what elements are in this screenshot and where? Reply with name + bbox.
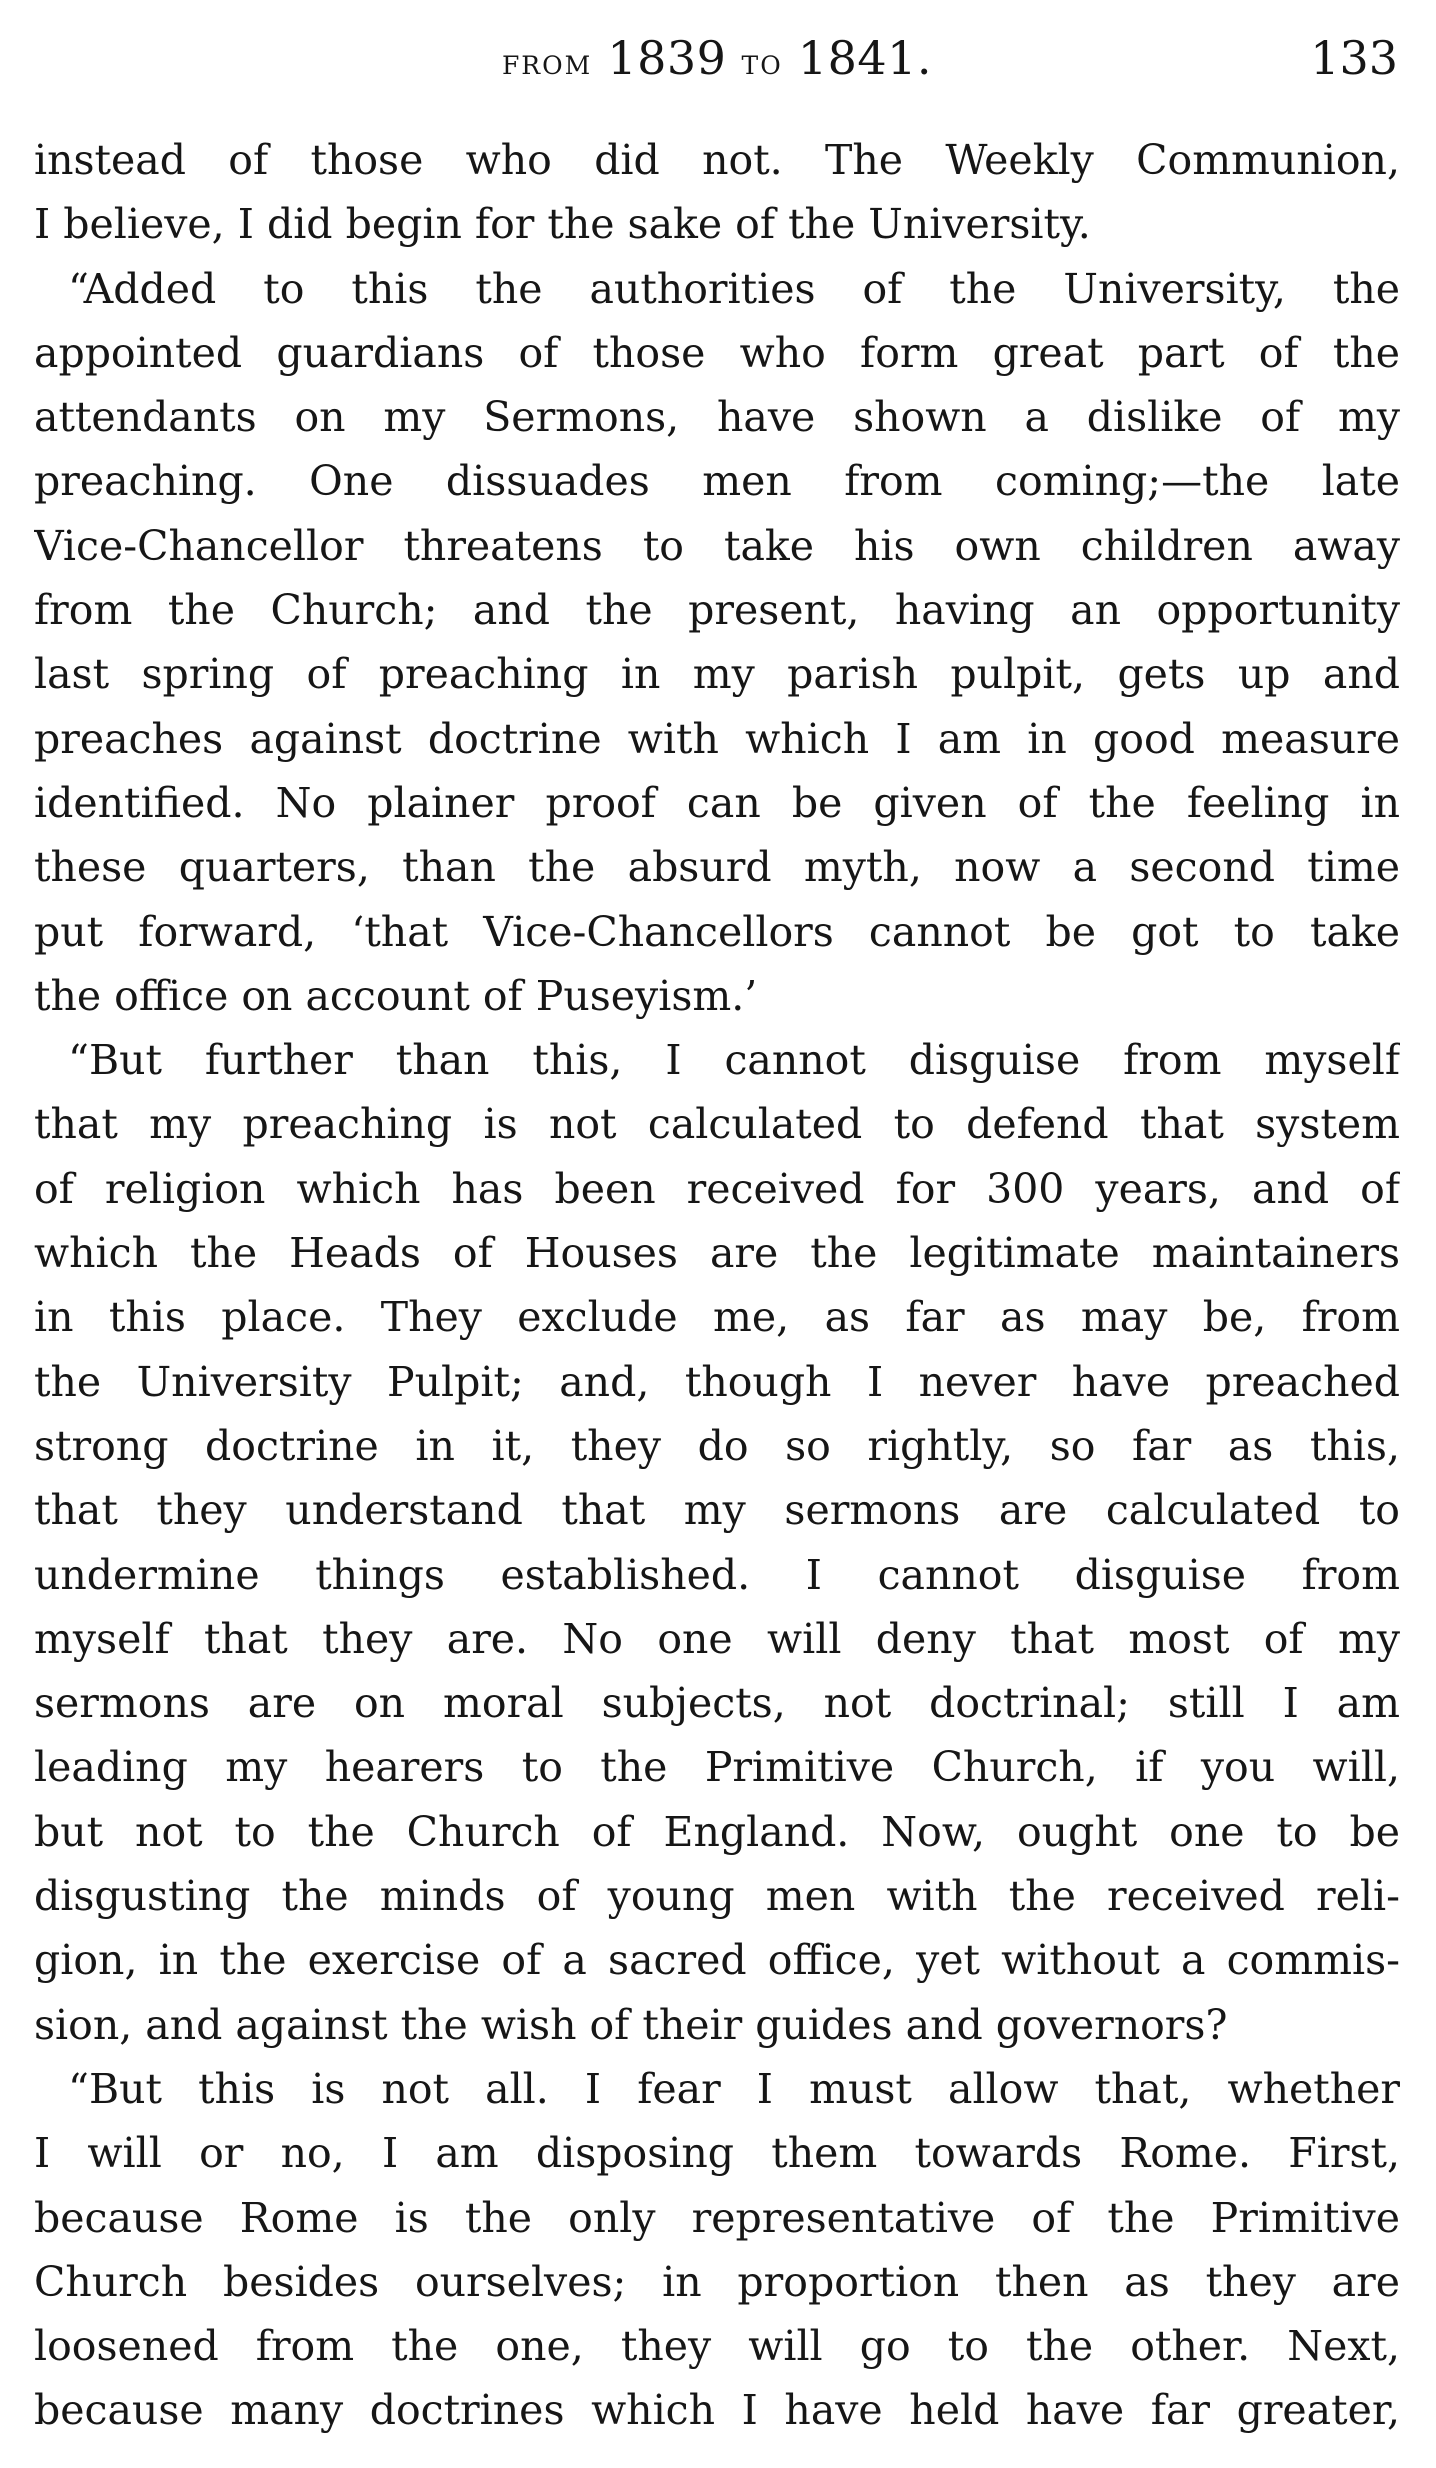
text-line: appointed guardians of those who form great part of the — [34, 328, 1400, 377]
text-line: instead of those who did not. The Weekly Communion, — [34, 136, 1400, 184]
text-line: preaches against doctrine with which I am in good measure — [34, 714, 1400, 763]
text-line: attendants on my Sermons, have shown a dislike of my — [34, 393, 1400, 442]
text-line: which the Heads of Houses are the legitimate maintainers — [34, 1229, 1400, 1278]
text-line: because Rome is the only representative of the Primitive — [34, 2193, 1400, 2242]
text-line: leading my hearers to the Primitive Church, if you will, — [34, 1743, 1400, 1792]
page-number: 133 — [1310, 31, 1398, 85]
text-line: of religion which has been received for 300 years, and of — [34, 1164, 1400, 1213]
text-line: undermine things established. I cannot disguise from — [34, 1550, 1400, 1599]
running-title-prefix: from — [501, 42, 593, 83]
text-line: sermons are on moral subjects, not doctrinal; still I am — [34, 1679, 1400, 1728]
text-line: Vice-Chancellor threatens to take his own children away — [34, 521, 1400, 570]
text-line: loosened from the one, they will go to the other. Next, — [34, 2322, 1400, 2371]
text-line: I will or no, I am disposing them towards Rome. First, — [34, 2129, 1400, 2178]
text-line: that my preaching is not calculated to defend that system — [34, 1100, 1400, 1149]
body-text — [34, 128, 1400, 2443]
text-line: because many doctrines which I have held have far greater, — [34, 2386, 1400, 2435]
text-line: “But this is not all. I fear I must allow that, whether — [68, 2064, 1400, 2113]
text-line: but not to the Church of England. Now, ought one to be — [34, 1807, 1400, 1856]
text-line: strong doctrine in it, they do so rightly, so far as this, — [34, 1421, 1400, 1470]
text-line: I believe, I did begin for the sake of the University. — [34, 200, 1091, 249]
text-line: from the Church; and the present, having an opportunity — [34, 586, 1400, 635]
text-line: sion, and against the wish of their guides and governors? — [34, 2000, 1228, 2049]
text-line: the office on account of Puseyism.’ — [34, 971, 758, 1020]
text-line: “But further than this, I cannot disguise from myself — [68, 1036, 1400, 1085]
text-line: disgusting the minds of young men with the received reli- — [34, 1872, 1400, 1921]
text-line: put forward, ‘that Vice-Chancellors cannot be got to take — [34, 907, 1400, 956]
page-header — [34, 22, 1400, 94]
text-line: myself that they are. No one will deny that most of my — [34, 1614, 1400, 1663]
text-line: that they understand that my sermons are calculated to — [34, 1486, 1400, 1535]
text-line: identified. No plainer proof can be given of the feeling in — [34, 778, 1400, 827]
text-line: in this place. They exclude me, as far as may be, from — [34, 1293, 1400, 1342]
text-line: the University Pulpit; and, though I never have preached — [34, 1357, 1400, 1406]
running-title-year-start: 1839 — [607, 31, 727, 85]
text-line: preaching. One dissuades men from coming;—the late — [34, 457, 1400, 506]
text-line: last spring of preaching in my parish pulpit, gets up and — [34, 650, 1400, 699]
running-title — [34, 26, 1400, 95]
text-line: Church besides ourselves; in proportion then as they are — [34, 2257, 1400, 2306]
running-title-mid: to — [741, 42, 783, 83]
text-line: these quarters, than the absurd myth, now a second time — [34, 843, 1400, 892]
running-title-year-end: 1841. — [797, 31, 933, 85]
text-line: “Added to this the authorities of the University, the — [68, 264, 1400, 313]
text-line: gion, in the exercise of a sacred office, yet without a commis- — [34, 1936, 1400, 1985]
